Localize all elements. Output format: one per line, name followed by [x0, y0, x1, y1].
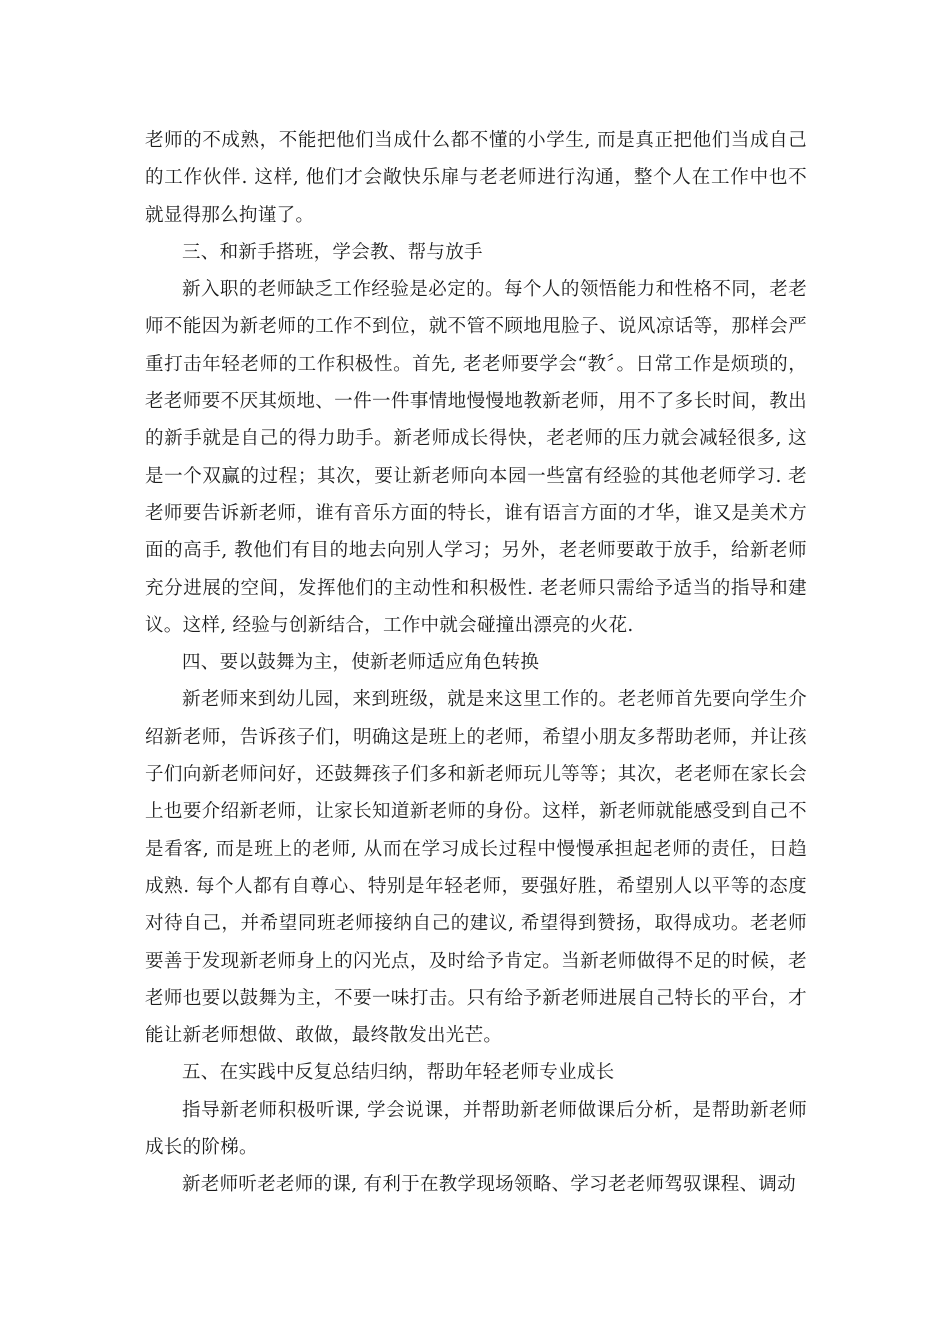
- section-heading-5: 五、在实践中反复总结归纳，帮助年轻老师专业成长: [182, 1062, 615, 1084]
- section-heading-3: 三、和新手搭班，学会教、帮与放手: [182, 241, 483, 263]
- continuation-paragraph: 老师的不成熟，不能把他们当成什么都不懂的小学生, 而是真正把他们当成自己的工作伙伴. 这样, 他们才会敞快乐扉与老老师进行沟通，整个人在工作中也不就显得那么拘谨了。: [145, 130, 807, 226]
- paragraph: 新老师听老老师的课, 有利于在教学现场领略、学习老老师驾驭课程、调动: [182, 1174, 796, 1196]
- paragraph: 指导新老师积极听课, 学会说课，并帮助新老师做课后分析，是帮助新老师成长的阶梯。: [145, 1099, 807, 1159]
- paragraph: 新老师来到幼儿园，来到班级，就是来这里工作的。老老师首先要向学生介绍新老师，告诉孩子们，明确这是班上的老师，希望小朋友多帮助老师，并让孩子们向新老师问好，还鼓舞孩子们多和新老师玩儿等等；其次，老老师在家长会上也要介绍新老师，让家长知道新老师的身份。这样，新老师就能感受到自己不是看客, 而是班上的老师, 从而在学习成长过程中慢慢承担起老师的责任，日趋成熟. 每个人都有自尊心、特别是年轻老师，要强好胜，希望别人以平等的态度对待自己，并希望同班老师接纳自己的建议, 希望得到赞扬，取得成功。老老师要善于发现新老师身上的闪光点，及时给予肯定。当新老师做得不足的时候，老老师也要以鼓舞为主，不要一味打击。只有给予新老师进展自己特长的平台，才能让新老师想做、敢做，最终散发出光芒。: [145, 689, 807, 1047]
- document-body: [145, 122, 807, 1204]
- section-heading-4: 四、要以鼓舞为主，使新老师适应角色转换: [182, 652, 540, 674]
- paragraph: 新入职的老师缺乏工作经验是必定的。每个人的领悟能力和性格不同，老老师不能因为新老师的工作不到位，就不管不顾地甩脸子、说风凉话等，那样会严重打击年轻老师的工作积极性。首先, 老老师要学会“教〞。日常工作是烦琐的，老老师要不厌其烦地、一件一件事情地慢慢地教新老师，用不了多长时间，教出的新手就是自己的得力助手。新老师成长得快，老老师的压力就会减轻很多, 这是一个双赢的过程；其次，要让新老师向本园一些富有经验的其他老师学习. 老老师要告诉新老师，谁有音乐方面的特长，谁有语言方面的才华，谁又是美术方面的高手, 教他们有目的地去向别人学习；另外，老老师要敢于放手，给新老师充分进展的空间，发挥他们的主动性和积极性. 老老师只需给予适当的指导和建议。这样, 经验与创新结合，工作中就会碰撞出漂亮的火花.: [145, 279, 807, 636]
